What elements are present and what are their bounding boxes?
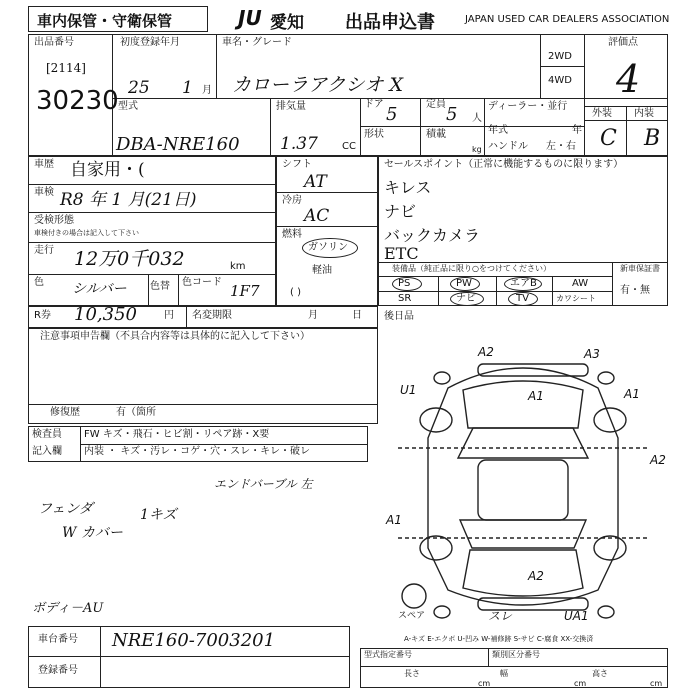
door-value: 5 <box>386 104 398 125</box>
mark-a1-roof: A1 <box>528 389 544 403</box>
door-label: ドア <box>364 99 384 110</box>
ju-logo: JU <box>238 6 262 30</box>
wheel-rr <box>594 536 626 560</box>
circle-ps <box>392 277 422 291</box>
body-outline <box>428 368 618 605</box>
dealer-label: ディーラー・並行 <box>488 101 568 112</box>
mark-u1: U1 <box>400 383 417 397</box>
capacity-label: 定員 <box>426 99 446 110</box>
fuel-label: 燃料 <box>282 229 302 240</box>
chassis-label: 車台番号 <box>38 634 78 645</box>
mark-a2-top: A2 <box>478 345 494 359</box>
inspection-value: R8 年 1 月(21日) <box>60 190 197 210</box>
class-no-label: 類別区分番号 <box>492 650 540 659</box>
trans-deadline-label: 名変期限 <box>192 310 232 321</box>
model-label: 型式 <box>118 101 138 112</box>
four-wd-label: 4WD <box>548 75 572 86</box>
circle-navi <box>450 292 484 306</box>
equip-airbag: エアB <box>510 278 537 289</box>
length-label: 長さ <box>404 669 420 678</box>
circle-airbag <box>504 277 542 291</box>
lot-no-label: 出品番号 <box>34 37 74 48</box>
rl-rear-marker <box>434 606 450 618</box>
warranty-opts: 有・無 <box>620 285 650 296</box>
km-unit: km <box>230 261 246 272</box>
form-title: 出品申込書 <box>345 12 435 33</box>
history-label: 車歴 <box>34 159 54 170</box>
note-1: エンドバーブル 左 <box>214 477 313 491</box>
capacity-value: 5 <box>446 104 458 125</box>
sp3: バックカメラ <box>384 226 481 245</box>
mark-a1-left: A1 <box>386 513 402 527</box>
equip-tv: TV <box>516 293 529 304</box>
lot-small: [2114] <box>46 61 86 75</box>
model-value: DBA-NRE160 <box>116 134 240 155</box>
two-wd-label: 2WD <box>548 51 572 62</box>
check-row-1: FW キズ・飛石・ヒビ割・リペア跡・X要 <box>84 429 270 440</box>
color-value: シルバー <box>72 281 127 297</box>
handle-label: ハンドル <box>488 141 528 152</box>
roof <box>478 460 568 520</box>
rating-value: 4 <box>616 57 641 101</box>
person-unit: 人 <box>472 113 482 124</box>
form-type-note: 車検付きの場合は記入して下さい <box>34 229 139 237</box>
disp-value: 1.37 <box>280 134 318 154</box>
mark-ua1: UA1 <box>564 609 589 623</box>
fuel-paren: ( ) <box>290 287 301 298</box>
exterior-label: 外装 <box>592 108 612 119</box>
equip-sr: SR <box>398 293 412 304</box>
fr-front-marker <box>598 372 614 384</box>
shape-label: 形状 <box>364 129 384 140</box>
sales-point-label: セールスポイント（正常に機能するものに限ります） <box>384 159 624 170</box>
note-5: ボディ－AU <box>32 601 104 616</box>
fuel-diesel: 軽油 <box>312 265 332 276</box>
equip-pw: PW <box>456 278 472 289</box>
equipment-label: 装備品（純正品に限り○をつけてください） <box>392 264 551 273</box>
sp2: ナビ <box>384 202 417 221</box>
length-cm: cm <box>478 679 491 688</box>
mark-sre: スレ <box>488 609 513 623</box>
color-label: 色 <box>34 277 44 288</box>
caution-label: 注意事項申告欄（不具合内容等は具体的に記入して下さい） <box>40 331 310 342</box>
lot-no-value: 30230 <box>36 86 119 116</box>
trunk <box>463 550 583 596</box>
ac-label: 冷房 <box>282 195 302 206</box>
notes-label: 後日品 <box>384 311 414 322</box>
damage-diagram <box>378 328 668 640</box>
fl-front-marker <box>434 372 450 384</box>
storage-box <box>28 6 208 32</box>
height-cm: cm <box>650 679 663 688</box>
windshield <box>458 428 588 458</box>
r-ticket-label: R券 <box>34 310 51 321</box>
r-ticket-value: 10,350 <box>74 304 137 325</box>
storage-label: 車内保管・守衛保管 <box>37 12 173 30</box>
mark-a3: A3 <box>584 347 600 361</box>
equip-aw: AW <box>572 278 589 289</box>
shift-value: AT <box>304 172 327 192</box>
spec-no-label: 型式指定番号 <box>364 650 412 659</box>
car-name-label: 車名・グレード <box>222 37 292 48</box>
deadline-month: 月 <box>308 310 318 321</box>
wheel-fr <box>594 408 626 432</box>
cc-unit: CC <box>342 141 356 152</box>
mark-a2-right: A2 <box>650 453 666 467</box>
new-warranty-label: 新車保証書 <box>620 264 660 273</box>
note-3: W カバー <box>62 525 123 541</box>
wheel-fl <box>420 408 452 432</box>
kg-unit: kg <box>472 145 482 154</box>
rating-label: 評価点 <box>608 37 638 48</box>
color-change-label: 色替 <box>150 281 170 292</box>
hood <box>463 381 583 428</box>
sp1: キレス <box>384 178 432 197</box>
inspection-label: 車検 <box>34 187 54 198</box>
load-label: 積載 <box>426 129 446 140</box>
car-name-value: カローラアクシオ X <box>232 74 403 96</box>
equip-kawa: カワシート <box>556 294 596 303</box>
mark-a2-rear: A2 <box>528 569 544 583</box>
assoc-name: JAPAN USED CAR DEALERS ASSOCIATION <box>465 14 670 25</box>
deadline-day: 日 <box>352 310 362 321</box>
front-bumper <box>478 364 588 376</box>
mark-a1-right: A1 <box>624 387 640 401</box>
color-code-label: 色コード <box>182 277 222 288</box>
entry-label: 記入欄 <box>32 446 62 457</box>
repair-value: 有（箇所 <box>116 407 156 418</box>
chassis-value: NRE160-7003201 <box>112 630 276 651</box>
reg-no-label: 登録番号 <box>38 665 78 676</box>
int-value: B <box>644 126 661 151</box>
reg-month: 1 <box>182 78 193 98</box>
spare-wheel <box>402 584 426 608</box>
displacement-label: 排気量 <box>276 101 306 112</box>
note-2: フェンダ <box>38 501 93 517</box>
interior-label: 内装 <box>634 108 654 119</box>
equip-navi: ナビ <box>456 293 476 304</box>
sp4: ETC <box>384 244 419 263</box>
first-reg-label: 初度登録年月 <box>120 37 180 48</box>
color-code-value: 1F7 <box>230 282 260 300</box>
check-row-2: 内装 ・ キズ・汚レ・コゲ・穴・スレ・キレ・破レ <box>84 446 311 457</box>
ext-value: C <box>600 126 617 151</box>
mileage-label: 走行 <box>34 245 54 256</box>
wheel-rl <box>420 536 452 560</box>
org-name: 愛知 <box>270 13 304 33</box>
legend: A-キズ E-エクボ U-凹み W-補修跡 S-サビ C-腐食 XX-交換済 <box>404 635 594 643</box>
shift-label: シフト <box>282 159 312 170</box>
height-label: 高さ <box>592 669 608 678</box>
model-year-label: 年式 <box>488 125 508 136</box>
mark-spare: スペア <box>398 611 426 621</box>
handle-opts: 左・右 <box>546 141 576 152</box>
r-ticket-unit: 円 <box>164 310 174 321</box>
form-type-label: 受検形態 <box>34 215 74 226</box>
rear-window <box>460 520 586 548</box>
month-unit-reg: 月 <box>202 85 212 96</box>
ac-value: AC <box>304 206 330 226</box>
repair-label: 修復歴 <box>50 407 80 418</box>
mileage-value: 12万0千032 <box>74 248 185 270</box>
fuel-gasoline: ガソリン <box>308 242 348 253</box>
reg-year: 25 <box>128 78 150 98</box>
width-label: 幅 <box>500 669 508 678</box>
year-suffix: 年 <box>572 125 582 136</box>
rr-rear-marker <box>598 606 614 618</box>
caution-box <box>28 328 378 424</box>
circle-tv <box>508 292 538 306</box>
circle-pw <box>450 277 480 291</box>
history-value: 自家用・( <box>70 160 145 180</box>
note-4: 1キズ <box>140 507 177 523</box>
width-cm: cm <box>574 679 587 688</box>
equip-ps: PS <box>398 278 411 289</box>
inspector-label: 検査員 <box>32 429 62 440</box>
